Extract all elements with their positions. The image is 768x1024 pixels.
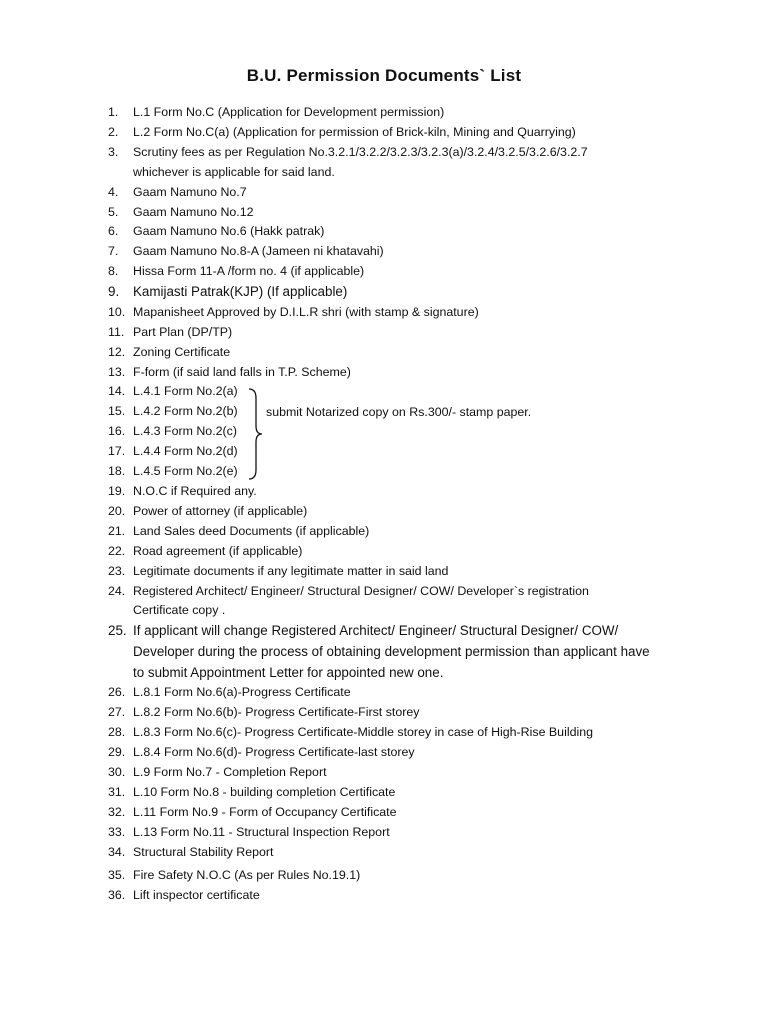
list-item — [108, 382, 688, 402]
item-text: Gaam Namuno No.6 (Hakk patrak) — [133, 224, 325, 239]
list-item — [108, 562, 688, 582]
item-number: 4. — [108, 184, 119, 199]
item-number: 16. — [108, 424, 126, 439]
item-text: Registered Architect/ Engineer/ Structural Designer/ COW/ Developer`s registration Certificate copy . — [133, 583, 589, 618]
item-text: L.8.4 Form No.6(d)- Progress Certificate-last storey — [133, 745, 415, 760]
list-item — [108, 482, 688, 502]
item-text: L.8.1 Form No.6(a)-Progress Certificate — [133, 685, 351, 700]
item-text: Legitimate documents if any legitimate matter in said land — [133, 563, 449, 578]
item-text: Fire Safety N.O.C (As per Rules No.19.1) — [133, 867, 361, 882]
item-number: 26. — [108, 685, 126, 700]
item-text: Zoning Certificate — [133, 344, 231, 359]
item-number: 17. — [108, 444, 126, 459]
list-item — [108, 242, 688, 262]
list-item — [108, 823, 688, 843]
item-number: 1. — [108, 105, 119, 119]
item-text: L.4.2 Form No.2(b) — [133, 404, 238, 419]
list-item — [108, 262, 688, 282]
item-text: N.O.C if Required any. — [133, 484, 257, 499]
item-number: 2. — [108, 124, 119, 139]
item-text: Mapanisheet Approved by D.I.L.R shri (with stamp & signature) — [133, 304, 479, 319]
list-item — [108, 723, 688, 743]
item-number: 36. — [108, 887, 126, 902]
item-text: L.8.3 Form No.6(c)- Progress Certificate-Middle storey in case of High-Rise Building — [133, 725, 593, 740]
item-number: 35. — [108, 867, 126, 882]
list-item — [108, 203, 688, 223]
item-text: L.1 Form No.C (Application for Development permission) — [133, 105, 445, 119]
list-item — [108, 462, 688, 482]
item-number: 19. — [108, 484, 126, 499]
item-text: L.11 Form No.9 - Form of Occupancy Certificate — [133, 804, 397, 819]
item-text: L.2 Form No.C(a) (Application for permission of Brick-kiln, Mining and Quarrying) — [133, 124, 576, 139]
item-number: 31. — [108, 785, 126, 799]
item-text: L.13 Form No.11 - Structural Inspection Report — [133, 824, 390, 839]
list-item — [108, 763, 688, 783]
item-text: L.4.4 Form No.2(d) — [133, 444, 238, 459]
item-number: 6. — [108, 224, 119, 239]
item-number: 23. — [108, 563, 126, 578]
item-number: 30. — [108, 765, 126, 780]
list-item — [108, 502, 688, 522]
item-number: 22. — [108, 543, 126, 558]
list-item — [108, 743, 688, 763]
item-text: Road agreement (if applicable) — [133, 543, 303, 558]
item-number: 13. — [108, 364, 126, 379]
item-number: 14. — [108, 384, 126, 399]
item-number: 9. — [108, 284, 120, 300]
item-text: L.8.2 Form No.6(b)- Progress Certificate-First storey — [133, 705, 420, 720]
brace-note: submit Notarized copy on Rs.300/- stamp paper. — [266, 405, 532, 419]
list-item — [108, 103, 688, 123]
item-number: 21. — [108, 523, 126, 538]
list-item — [108, 582, 688, 622]
item-text: Power of attorney (if applicable) — [133, 503, 308, 518]
item-text: L.10 Form No.8 - building completion Certificate — [133, 785, 396, 799]
list-item — [108, 143, 688, 183]
list-item — [108, 422, 688, 442]
item-number: 7. — [108, 244, 119, 259]
list-item — [108, 866, 688, 886]
list-item — [108, 222, 688, 242]
item-number: 12. — [108, 344, 126, 359]
item-text: Gaam Namuno No.8-A (Jameen ni khatavahi) — [133, 244, 384, 259]
item-text: If applicant will change Registered Architect/ Engineer/ Structural Designer/ COW/ Developer during the process of obtaining development permission than applicant have to submit Appointment Letter for appointed new one. — [133, 623, 650, 680]
item-text: L.4.3 Form No.2(c) — [133, 424, 237, 439]
document-list — [108, 103, 688, 905]
list-item — [108, 621, 688, 683]
item-text: Scrutiny fees as per Regulation No.3.2.1/3.2.2/3.2.3/3.2.3(a)/3.2.4/3.2.5/3.2.6/3.2.7 whichever is applicable for said land. — [133, 144, 588, 179]
list-item — [108, 843, 688, 863]
item-number: 29. — [108, 745, 126, 760]
item-number: 10. — [108, 304, 126, 319]
item-number: 33. — [108, 824, 126, 839]
list-item — [108, 183, 688, 203]
item-text: Hissa Form 11-A /form no. 4 (if applicable) — [133, 264, 365, 279]
item-text: Kamijasti Patrak(KJP) (If applicable) — [133, 284, 348, 300]
item-text: L.9 Form No.7 - Completion Report — [133, 765, 327, 780]
list-item — [108, 703, 688, 723]
list-item — [108, 542, 688, 562]
list-item — [108, 363, 688, 383]
curly-brace-icon — [246, 388, 266, 480]
list-item — [108, 683, 688, 703]
item-number: 15. — [108, 404, 126, 419]
item-number: 3. — [108, 144, 119, 159]
item-text: Gaam Namuno No.7 — [133, 184, 247, 199]
item-number: 28. — [108, 725, 126, 740]
item-text: Structural Stability Report — [133, 844, 274, 859]
list-item — [108, 783, 688, 803]
item-number: 34. — [108, 844, 126, 859]
item-number: 24. — [108, 583, 126, 598]
item-text: Gaam Namuno No.12 — [133, 204, 254, 219]
item-number: 18. — [108, 464, 126, 479]
list-item — [108, 442, 688, 462]
list-item — [108, 123, 688, 143]
item-text: Land Sales deed Documents (if applicable) — [133, 523, 370, 538]
list-item — [108, 886, 688, 906]
item-number: 8. — [108, 264, 119, 279]
item-number: 27. — [108, 705, 126, 720]
item-text: L.4.1 Form No.2(a) — [133, 384, 238, 399]
item-number: 20. — [108, 503, 126, 518]
list-item — [108, 343, 688, 363]
list-item — [108, 803, 688, 823]
document-title: B.U. Permission Documents` List — [246, 66, 522, 85]
list-item — [108, 323, 688, 343]
list-item — [108, 303, 688, 323]
item-text: F-form (if said land falls in T.P. Scheme) — [133, 364, 351, 379]
item-number: 11. — [108, 324, 125, 339]
item-number: 32. — [108, 804, 126, 819]
item-number: 25. — [108, 623, 127, 639]
item-text: L.4.5 Form No.2(e) — [133, 464, 238, 479]
item-text: Part Plan (DP/TP) — [133, 324, 233, 339]
item-number: 5. — [108, 204, 119, 219]
list-item — [108, 522, 688, 542]
item-text: Lift inspector certificate — [133, 887, 260, 902]
list-item — [108, 282, 688, 303]
